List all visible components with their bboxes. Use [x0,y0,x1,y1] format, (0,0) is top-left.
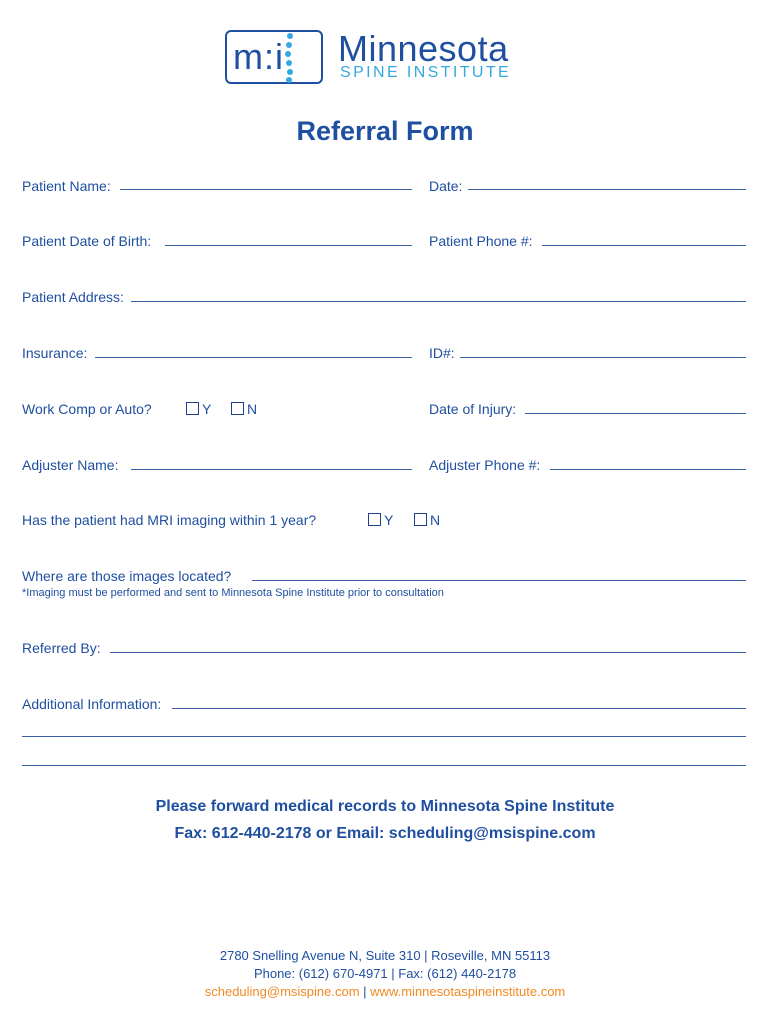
date-of-injury-field[interactable] [525,413,746,414]
work-comp-label: Work Comp or Auto? [22,401,152,417]
images-located-field[interactable] [252,580,746,581]
work-comp-yes-checkbox[interactable] [186,402,199,415]
dob-label: Patient Date of Birth: [22,233,152,249]
date-of-injury-label: Date of Injury: [429,401,517,417]
work-comp-yes-label: Y [202,401,212,417]
referred-by-label: Referred By: [22,640,101,656]
images-located-label: Where are those images located? [22,568,232,584]
logo-mark: m:i [233,36,284,77]
insurance-field[interactable] [95,357,412,358]
mri-yes-checkbox[interactable] [368,513,381,526]
additional-info-field-line-2[interactable] [22,736,746,737]
insurance-label: Insurance: [22,345,88,361]
contact-links [0,984,770,999]
work-comp-no-label: N [247,401,258,417]
mri-yes-label: Y [384,512,394,528]
forward-records-notice: Please forward medical records to Minnesota Spine Institute [155,798,615,815]
adjuster-name-field[interactable] [131,469,412,470]
dob-field[interactable] [165,245,412,246]
date-field[interactable] [468,189,746,190]
mri-no-checkbox[interactable] [414,513,427,526]
adjuster-name-label: Adjuster Name: [22,457,119,473]
patient-name-field[interactable] [120,189,412,190]
mri-no-label: N [430,512,441,528]
imaging-note: *Imaging must be performed and sent to Minnesota Spine Institute prior to consultation [22,587,444,599]
referred-by-field[interactable] [110,652,746,653]
patient-phone-label: Patient Phone #: [429,233,533,249]
date-label: Date: [429,178,463,194]
page-title: Referral Form [296,116,474,146]
logo-brand-name: Minnesota [338,28,509,69]
spine-dots-icon [283,30,297,86]
patient-address-label: Patient Address: [22,289,124,305]
adjuster-phone-label: Adjuster Phone #: [429,457,541,473]
phone-fax-line: Phone: (612) 670-4971 | Fax: (612) 440-2178 [253,966,517,981]
patient-address-field[interactable] [131,301,746,302]
additional-info-label: Additional Information: [22,696,162,712]
logo-subtitle: SPINE INSTITUTE [340,64,512,81]
id-label: ID#: [429,345,455,361]
mri-question-label: Has the patient had MRI imaging within 1 year? [22,512,317,528]
work-comp-no-checkbox[interactable] [231,402,244,415]
patient-phone-field[interactable] [542,245,746,246]
address-line: 2780 Snelling Avenue N, Suite 310 | Roseville, MN 55113 [219,948,551,963]
patient-name-label: Patient Name: [22,178,111,194]
id-field[interactable] [460,357,746,358]
additional-info-field-line-3[interactable] [22,765,746,766]
fax-email-notice: Fax: 612-440-2178 or Email: scheduling@msispine.com [174,825,596,842]
email-link[interactable]: scheduling@msispine.com [204,984,360,999]
contact-separator: | [359,984,371,999]
additional-info-field-line-1[interactable] [172,708,746,709]
website-link[interactable]: www.minnesotaspineinstitute.com [370,984,566,999]
adjuster-phone-field[interactable] [550,469,746,470]
